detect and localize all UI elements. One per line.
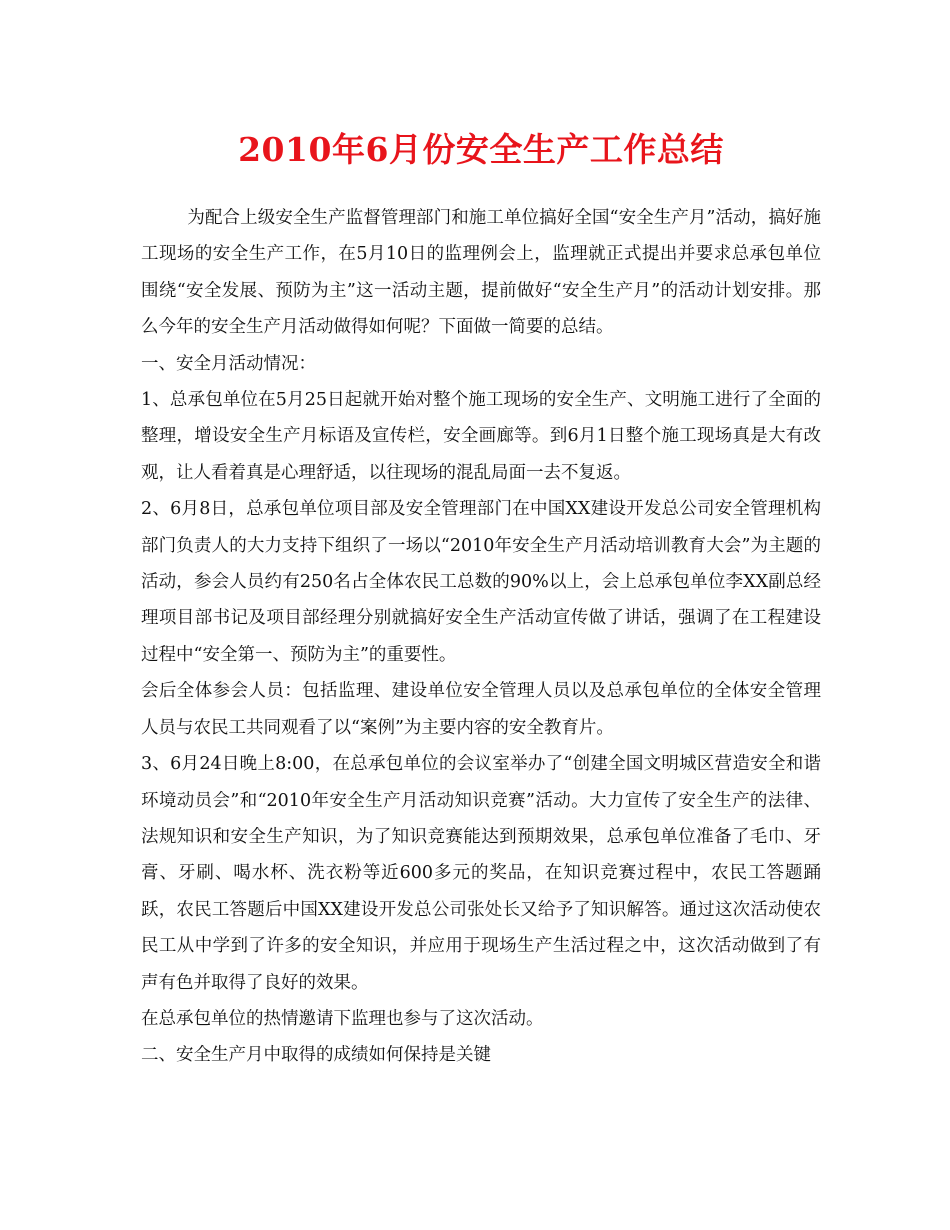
followup-paragraph: 会后全体参会人员：包括监理、建设单位安全管理人员以及总承包单位的全体安全管理人员与农民工共同观看了以“案例”为主要内容的安全教育片。	[141, 681, 821, 738]
section-heading-2: 二、安全生产月中取得的成绩如何保持是关键	[141, 1045, 491, 1066]
document-page	[141, 0, 821, 1074]
note-paragraph: 在总承包单位的热情邀请下监理也参与了这次活动。	[141, 1008, 544, 1029]
document-body	[141, 200, 821, 1074]
intro-paragraph: 为配合上级安全生产监督管理部门和施工单位搞好全国“安全生产月”活动，搞好施工现场的安全生产工作，在5月10日的监理例会上，监理就正式提出并要求总承包单位围绕“安全发展、预防为主”这一活动主题，提前做好“安全生产月”的活动计划安排。那么今年的安全生产月活动做得如何呢？下面做一简要的总结。	[141, 208, 821, 338]
document-title: 2010年6月份安全生产工作总结	[238, 130, 724, 169]
item-paragraph-2: 2、6月8日，总承包单位项目部及安全管理部门在中国XX建设开发总公司安全管理机构部门负责人的大力支持下组织了一场以“2010年安全生产月活动培训教育大会”为主题的活动，参会人员约有250名占全体农民工总数的90%以上，会上总承包单位李XX副总经理项目部书记及项目部经理分别就搞好安全生产活动宣传做了讲话，强调了在工程建设过程中“安全第一、预防为主”的重要性。	[141, 499, 821, 665]
section-heading-1: 一、安全月活动情况：	[141, 353, 316, 374]
item-paragraph-1: 1、总承包单位在5月25日起就开始对整个施工现场的安全生产、文明施工进行了全面的整理，增设安全生产月标语及宣传栏，安全画廊等。到6月1日整个施工现场真是大有改观，让人看着真是心理舒适，以往现场的混乱局面一去不复返。	[141, 390, 821, 483]
item-paragraph-3: 3、6月24日晚上8:00，在总承包单位的会议室举办了“创建全国文明城区营造安全和谐环境动员会”和“2010年安全生产月活动知识竞赛”活动。大力宣传了安全生产的法律、法规知识和安全生产知识，为了知识竞赛能达到预期效果，总承包单位准备了毛巾、牙膏、牙刷、喝水杯、洗衣粉等近600多元的奖品，在知识竞赛过程中，农民工答题踊跃，农民工答题后中国XX建设开发总公司张处长又给予了知识解答。通过这次活动使农民工从中学到了许多的安全知识，并应用于现场生产生活过程之中，这次活动做到了有声有色并取得了良好的效果。	[141, 754, 821, 993]
